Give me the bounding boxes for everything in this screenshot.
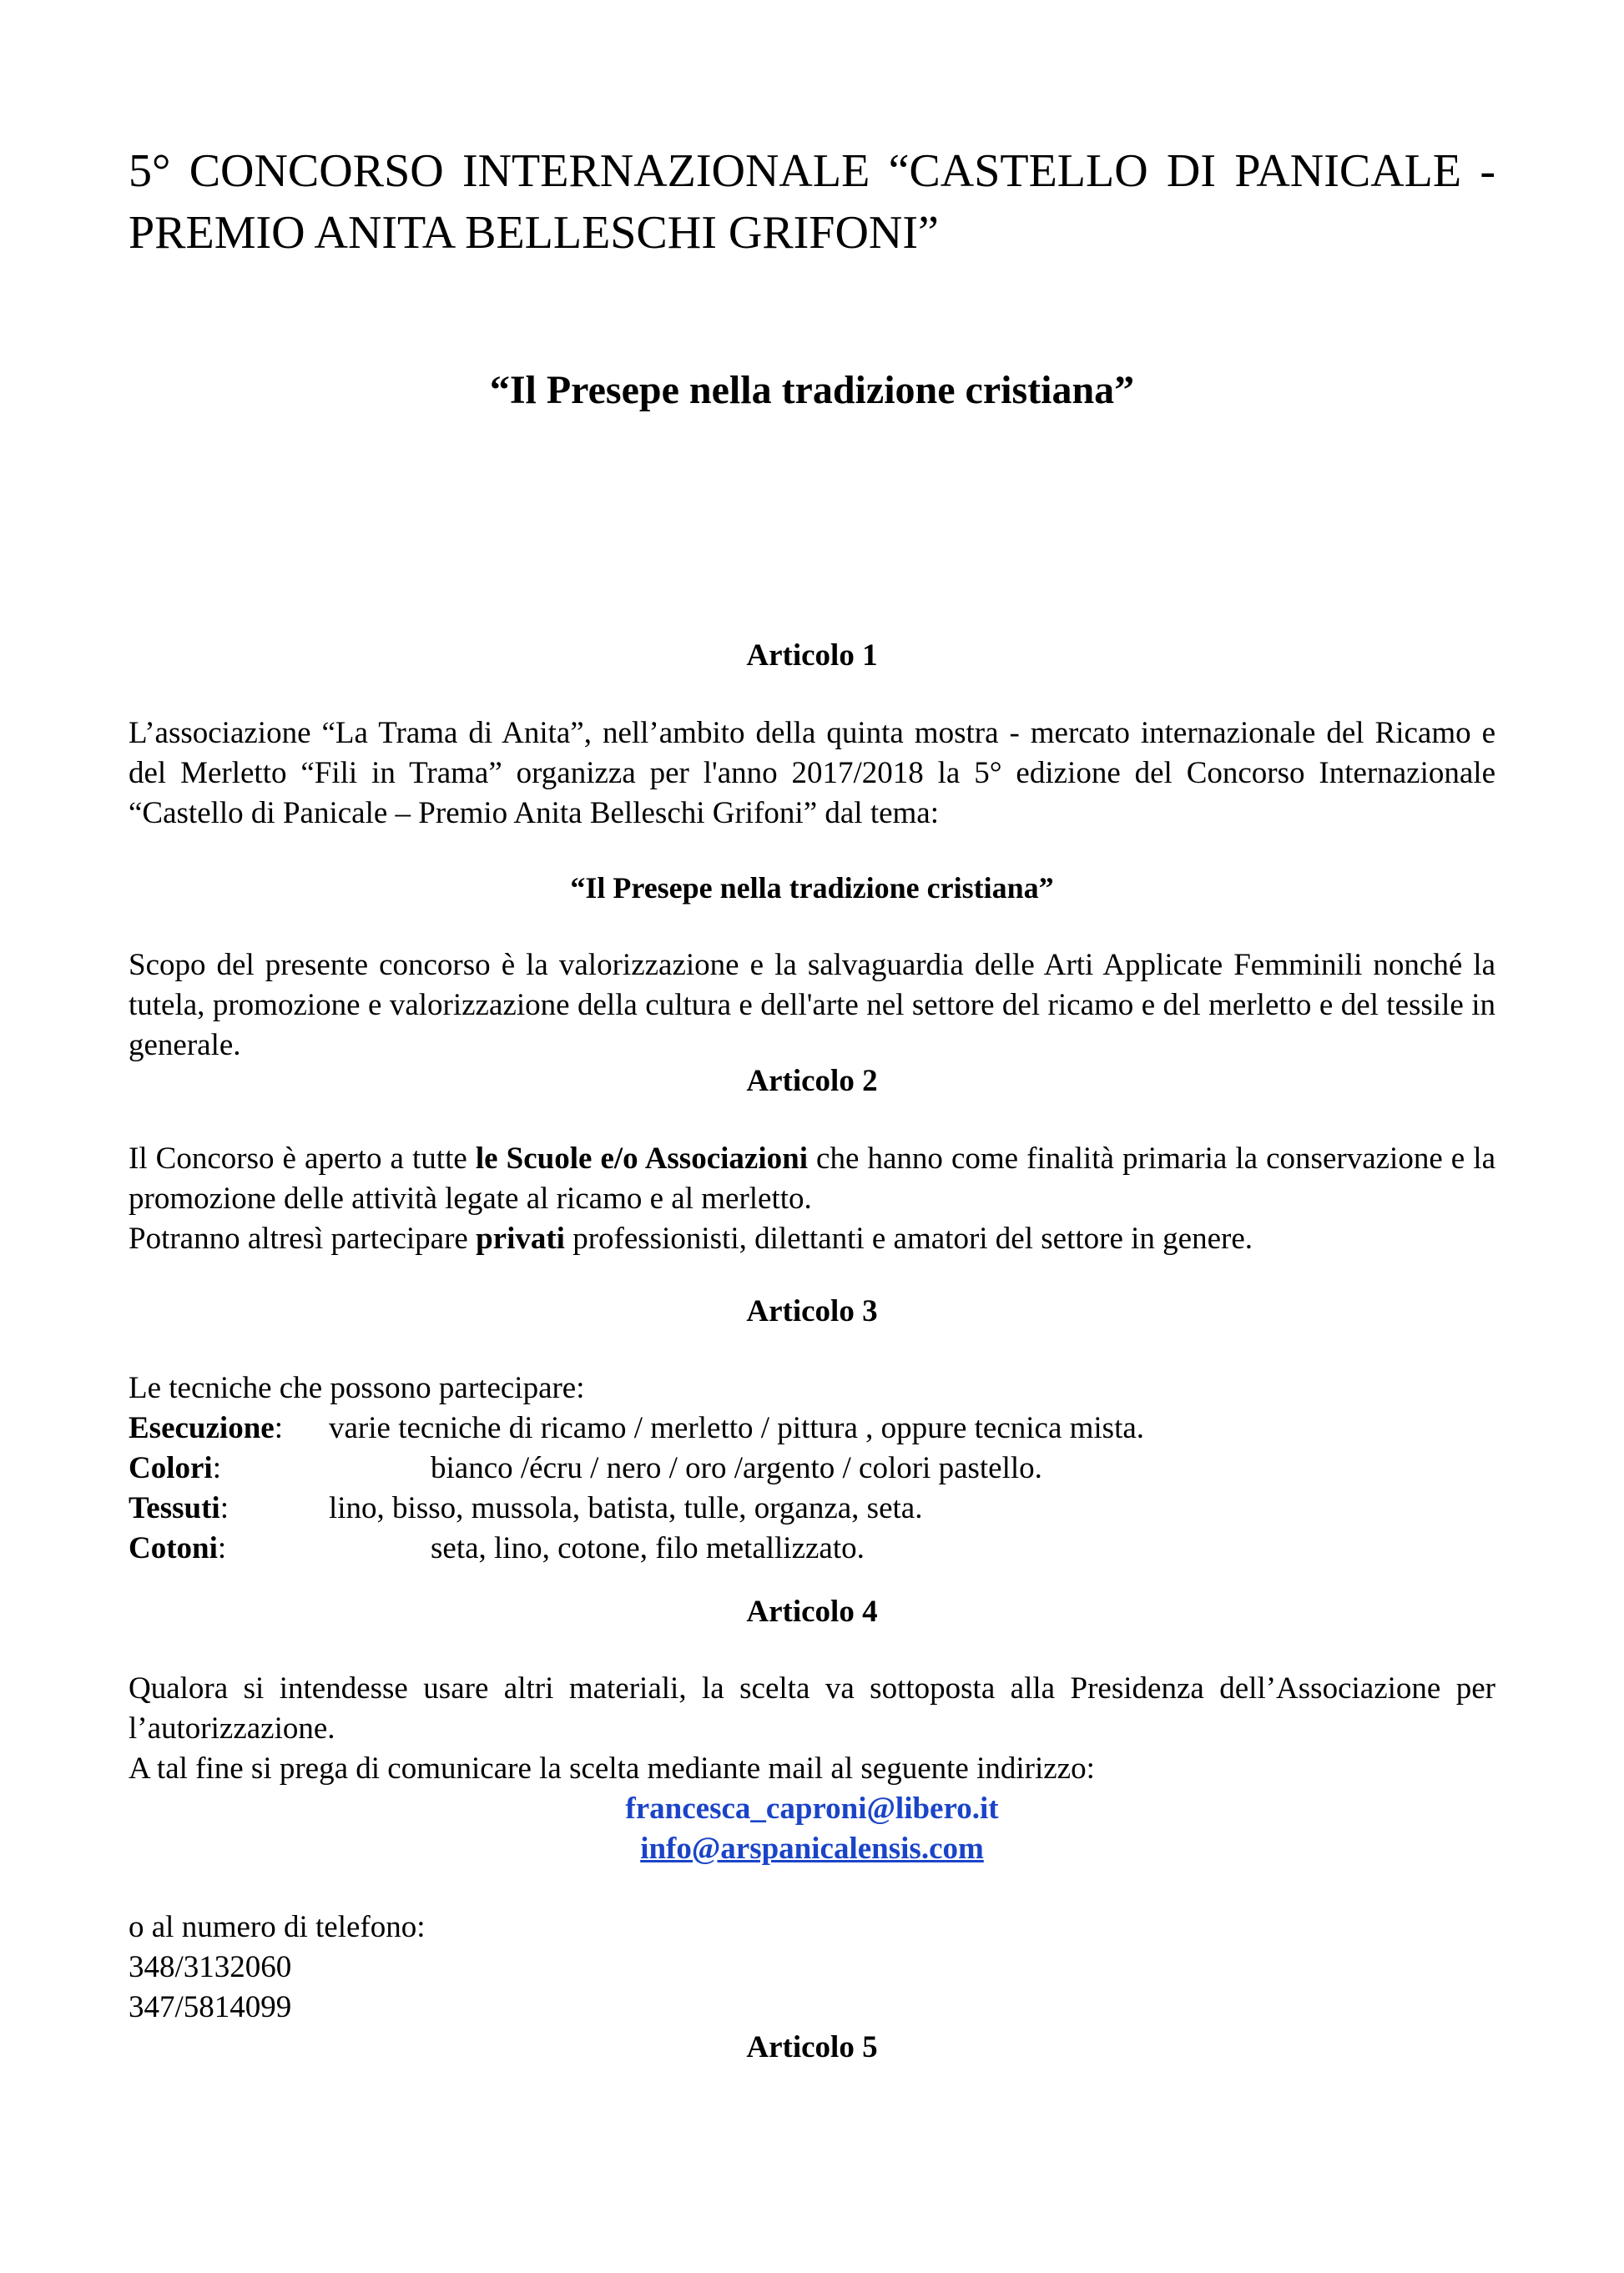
technique-label: Tessuti: — [129, 1491, 229, 1525]
article-2-heading: Articolo 2 — [746, 1064, 878, 1098]
article-3-intro: Le tecniche che possono partecipare: — [129, 1371, 585, 1405]
article-5-heading: Articolo 5 — [746, 2030, 878, 2064]
phone-number-1: 348/3132060 — [129, 1950, 292, 1984]
technique-row-colors — [129, 1449, 1495, 1489]
technique-value: bianco /écru / nero / oro /argento / colori pastello. — [431, 1451, 1042, 1485]
article-1-paragraph-1: L’associazione “La Trama di Anita”, nell’ambito della quinta mostra - mercato internazionale del Ricamo e del Merletto “Fili in Trama” organizza per l'anno 2017/2018 la 5° edizione del Concorso Internazionale “Castello di Panicale – Premio Anita Belleschi Grifoni” dal tema: — [129, 716, 1495, 830]
email-link-2[interactable]: info@arspanicalensis.com — [640, 1832, 984, 1866]
article-2-bold-private: privati — [476, 1222, 565, 1256]
technique-row-execution — [129, 1409, 1495, 1449]
technique-label: Cotoni: — [129, 1531, 227, 1565]
article-4-heading: Articolo 4 — [746, 1595, 878, 1629]
technique-row-fabrics — [129, 1489, 1495, 1529]
article-2-text-c: che hanno come finalità primaria la conservazione e la promozione delle attività legate al ricamo e al merletto. — [129, 1142, 1495, 1216]
technique-label: Colori: — [129, 1451, 221, 1485]
technique-label: Esecuzione: — [129, 1411, 283, 1445]
article-2-text-a: Il Concorso è aperto a tutte — [129, 1142, 476, 1176]
article-1-theme: “Il Presepe nella tradizione cristiana” — [570, 871, 1054, 905]
technique-value: varie tecniche di ricamo / merletto / pittura , oppure tecnica mista. — [329, 1411, 1145, 1445]
technique-row-cottons — [129, 1529, 1495, 1569]
article-2-p2-text-a: Potranno altresì partecipare — [129, 1222, 477, 1256]
article-2-p2-text-c: professionisti, dilettanti e amatori del settore in genere. — [564, 1222, 1253, 1256]
email-link-1[interactable]: francesca_caproni@libero.it — [625, 1792, 999, 1826]
page-subtitle: “Il Presepe nella tradizione cristiana” — [489, 368, 1135, 412]
page-title: 5° CONCORSO INTERNAZIONALE “CASTELLO DI PANICALE - PREMIO ANITA BELLESCHI GRIFONI” — [129, 145, 1495, 259]
article-2-paragraph-2 — [129, 1219, 1495, 1259]
article-1-paragraph-2: Scopo del presente concorso è la valorizzazione e la salvaguardia delle Arti Applicate Femminili nonché la tutela, promozione e valorizzazione della cultura e dell'arte nel settore del ricamo e del merletto e del tessile in generale. — [129, 948, 1495, 1062]
article-4-paragraph-2: A tal fine si prega di comunicare la scelta mediante mail al seguente indirizzo: — [129, 1751, 1095, 1786]
techniques-list — [129, 1409, 1495, 1569]
article-2-paragraph-1 — [129, 1139, 1495, 1219]
technique-value: seta, lino, cotone, filo metallizzato. — [431, 1531, 865, 1565]
phone-intro: o al numero di telefono: — [129, 1910, 426, 1944]
article-1-heading: Articolo 1 — [746, 638, 878, 673]
article-3-heading: Articolo 3 — [746, 1294, 878, 1328]
article-2-bold-schools: le Scuole e/o Associazioni — [475, 1142, 808, 1176]
phone-number-2: 347/5814099 — [129, 1990, 292, 2024]
article-4-paragraph-1: Qualora si intendesse usare altri materiali, la scelta va sottoposta alla Presidenza dell’Associazione per l’autorizzazione. — [129, 1671, 1495, 1746]
technique-value: lino, bisso, mussola, batista, tulle, organza, seta. — [329, 1491, 923, 1525]
